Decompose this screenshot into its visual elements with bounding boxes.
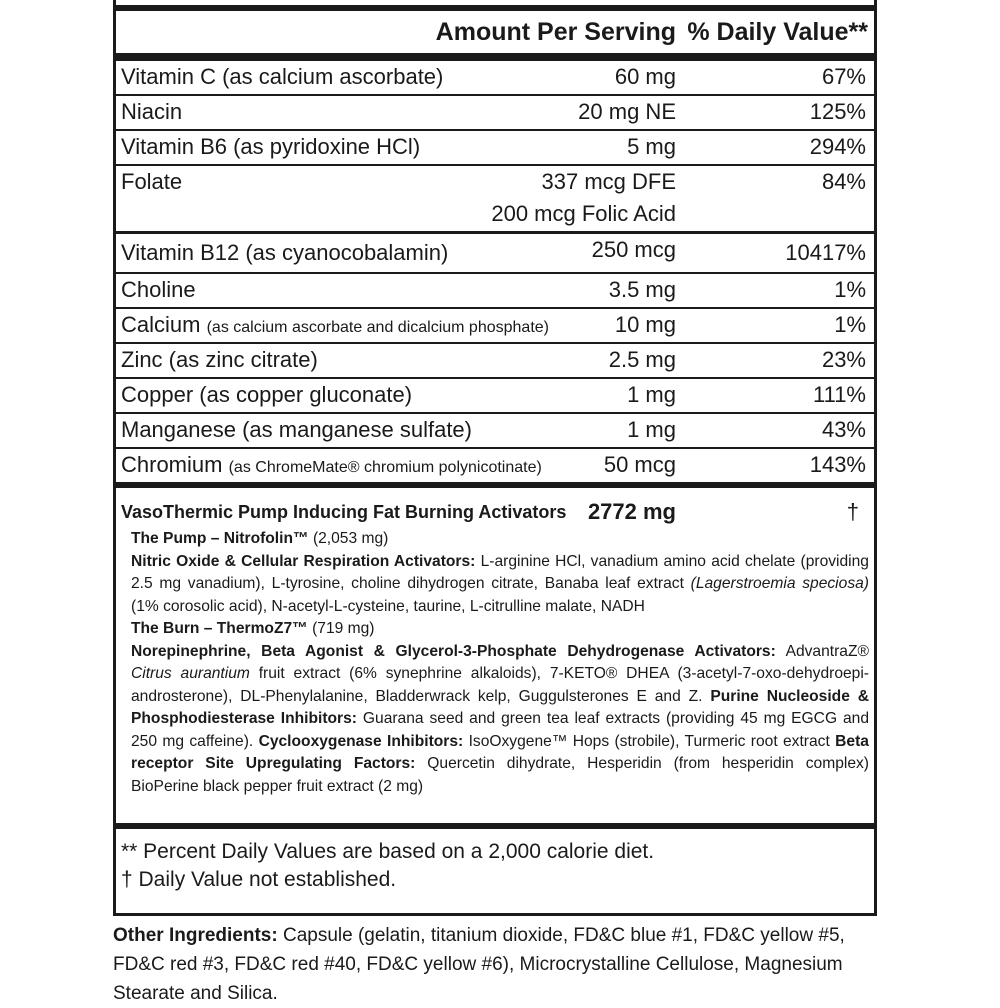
nutrient-amount: 1 mg [627, 417, 676, 442]
nutrient-row [116, 59, 874, 95]
nutrient-name: Vitamin C (as calcium ascorbate) [121, 64, 444, 89]
nutrient-row [116, 307, 874, 343]
nutrient-dv: 1% [834, 312, 866, 337]
nutrient-name: Manganese (as manganese sulfate) [121, 417, 472, 442]
footnotes [121, 838, 869, 894]
nutrient-name: Chromium (as ChromeMate® chromium polynicotinate) [121, 452, 542, 477]
column-header-row [116, 9, 874, 55]
blend-amount: 2772 mg [587, 499, 676, 524]
nutrient-dv: 294% [809, 134, 866, 159]
nutrient-name: Niacin [121, 99, 183, 124]
nutrient-row [116, 447, 874, 483]
burn-ingredients: Norepinephrine, Beta Agonist & Glycerol-3-Phosphate Dehydrogenase Activators: AdvantraZ® Citrus aurantium fruit extract (6% synephrine alkaloids), 7-KETO® DHEA (3-acetyl-7-oxo-dehydroepi-androsterone), DL-Phenylalanine, Bladderwrack kelp, Guggulsterones E and Z. Purine Nucleoside & Phosphodiesterase Inhibitors: Guarana seed and green tea leaf extracts (providing 45 mg EGCG and 250 mg caffeine). Cyclooxygenase Inhibitors: IsoOxygene™ Hops (strobile), Turmeric root extract Beta receptor Site Upregulating Factors: Quercetin dihydrate, Hesperidin (from hesperidin complex) BioPerine black pepper fruit extract (2 mg) [131, 642, 869, 795]
nutrient-row [116, 377, 874, 413]
nutrient-amount-secondary: 200 mcg Folic Acid [491, 201, 676, 226]
other-ingredients: Other Ingredients: Capsule (gelatin, titanium dioxide, FD&C blue #1, FD&C yellow #5, FD&C red #3, FD&C red #40, FD&C yellow #6), Microcrystalline Cellulose, Magnesium Stearate and Silica. [113, 925, 845, 1004]
nutrient-name: Calcium (as calcium ascorbate and dicalcium phosphate) [121, 312, 549, 337]
nutrient-amount: 20 mg NE [578, 99, 676, 124]
footnote-daily-values: ** Percent Daily Values are based on a 2,000 calorie diet. [121, 840, 655, 863]
nutrient-dv: 84% [821, 169, 866, 194]
nutrient-row [116, 272, 874, 308]
nutrient-row [116, 129, 874, 165]
nutrient-name: Folate [121, 169, 183, 194]
nutrient-row [116, 412, 874, 448]
nutrient-amount: 250 mcg [591, 237, 676, 262]
nutrient-row [116, 94, 874, 130]
nitric-oxide-ingredients: Nitric Oxide & Cellular Respiration Activators: L-arginine HCl, vanadium amino acid chelate (providing 2.5 mg vanadium), L-tyrosine, choline dihydrogen citrate, Banaba leaf extract (Lagerstroemia speciosa) (1% corosolic acid), N-acetyl-L-cysteine, taurine, L-citrulline malate, NADH [131, 552, 869, 615]
nutrient-amount: 5 mg [627, 134, 676, 159]
nutrient-amount: 10 mg [614, 312, 676, 337]
nutrient-amount: 50 mcg [603, 452, 676, 477]
blend-dagger: † [846, 499, 859, 524]
supplement-facts-panel [113, 0, 877, 916]
nutrient-row [116, 231, 874, 274]
nutrient-name: Choline [121, 277, 196, 302]
nutrient-dv: 43% [821, 417, 866, 442]
nutrient-dv: 111% [812, 382, 866, 407]
nutrient-dv: 67% [821, 64, 866, 89]
pump-subtitle: The Pump – Nitrofolin™ (2,053 mg) [131, 530, 389, 547]
nutrient-dv: 1% [834, 277, 866, 302]
nutrient-dv: 125% [809, 99, 866, 124]
nutrient-row [116, 342, 874, 378]
nutrient-amount: 60 mg [614, 64, 676, 89]
nutrient-name: Copper (as copper gluconate) [121, 382, 413, 407]
nutrient-amount: 3.5 mg [608, 277, 676, 302]
nutrient-amount: 337 mcg DFE [541, 169, 676, 194]
blend-title: VasoThermic Pump Inducing Fat Burning Activators [121, 502, 567, 522]
nutrient-row [116, 164, 874, 232]
nutrient-amount: 1 mg [627, 382, 676, 407]
daily-value-header: % Daily Value** [687, 18, 868, 46]
nutrient-dv: 143% [809, 452, 866, 477]
blend-title-row [121, 496, 869, 528]
footnote-dagger: † Daily Value not established. [121, 868, 397, 891]
nutrient-name: Zinc (as zinc citrate) [121, 347, 318, 372]
burn-subtitle: The Burn – ThermoZ7™ (719 mg) [131, 620, 375, 637]
nutrient-name: Vitamin B12 (as cyanocobalamin) [121, 240, 449, 265]
nutrient-dv: 23% [821, 347, 866, 372]
proprietary-blend [121, 496, 869, 798]
nutrient-amount: 2.5 mg [608, 347, 676, 372]
nutrient-name: Vitamin B6 (as pyridoxine HCl) [121, 134, 421, 159]
nutrient-dv: 10417% [785, 240, 866, 265]
amount-per-serving-header: Amount Per Serving [435, 18, 676, 46]
thick-rule-footnotes [116, 823, 874, 829]
thick-rule-blend [116, 482, 874, 488]
